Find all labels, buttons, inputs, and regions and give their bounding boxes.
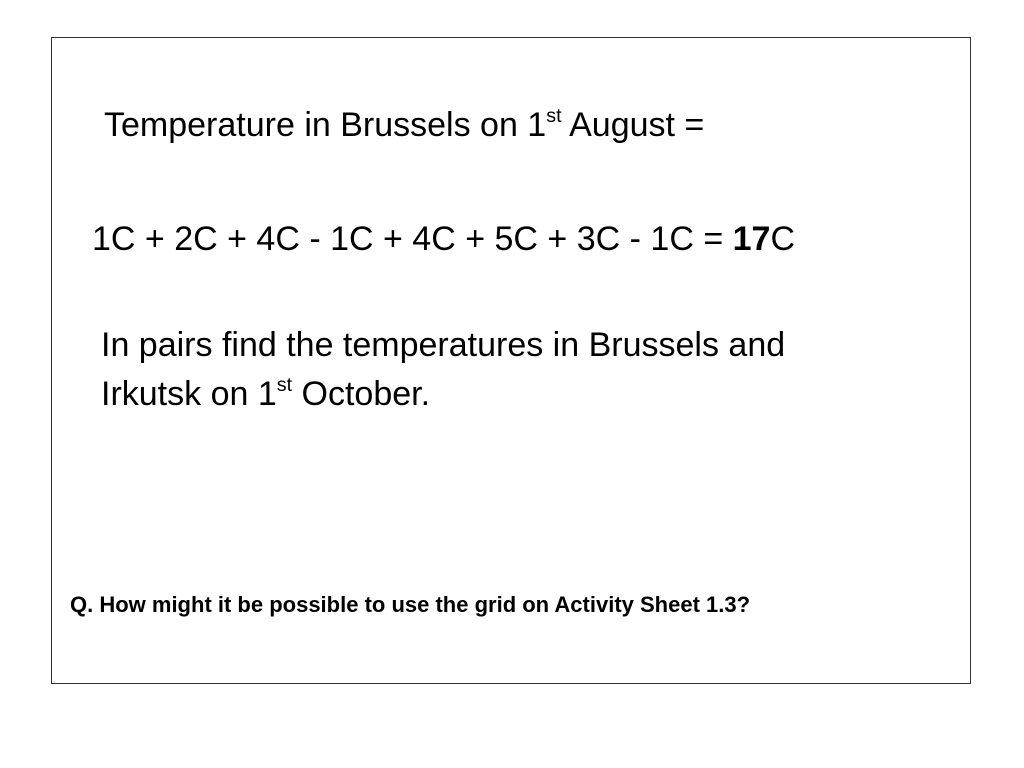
instruction-text-start: Irkutsk on 1 <box>101 375 277 413</box>
equation-unit: C <box>770 220 796 258</box>
equation-result: 17 <box>732 220 771 258</box>
brussels-august-heading <box>104 105 704 146</box>
equation-terms: 1C + 2C + 4C - 1C + 4C + 5C + 3C - 1C = <box>92 220 733 258</box>
instruction-text: In pairs find the temperatures in Brussels and <box>101 326 786 364</box>
pairs-instruction-line2 <box>101 374 430 415</box>
heading-text-end: August = <box>561 106 705 144</box>
ordinal-suffix: st <box>546 104 562 127</box>
temperature-equation <box>92 219 795 260</box>
pairs-instruction-line1 <box>101 325 785 366</box>
instruction-text-end: October. <box>292 375 431 413</box>
heading-text: Temperature in Brussels on 1 <box>104 106 547 144</box>
activity-question: Q. How might it be possible to use the grid on Activity Sheet 1.3? <box>70 592 751 617</box>
ordinal-suffix: st <box>276 373 293 396</box>
